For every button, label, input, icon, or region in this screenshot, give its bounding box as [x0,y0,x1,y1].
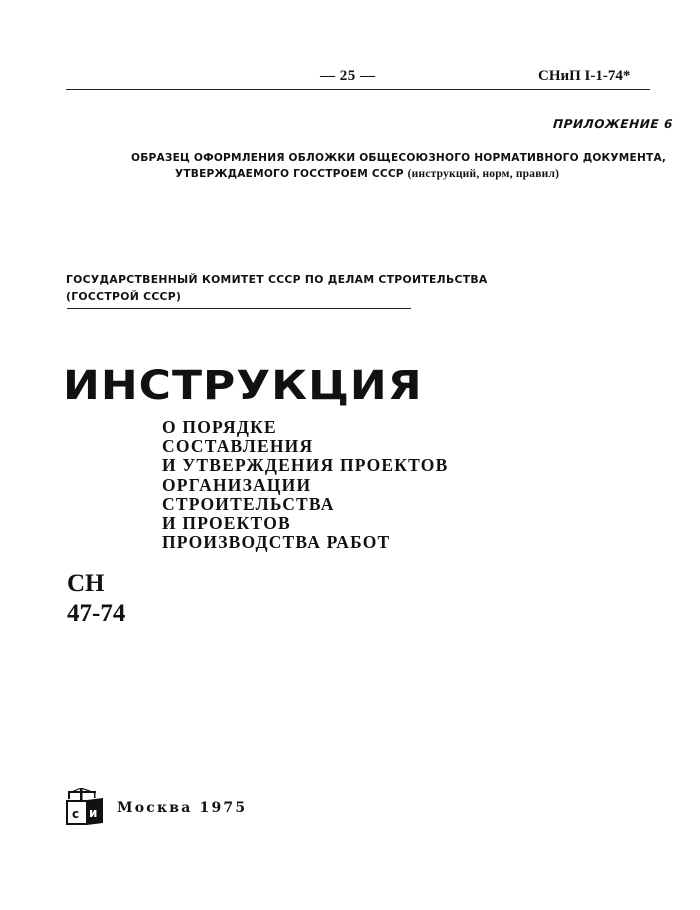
code-number: 47-74 [67,600,126,627]
appendix-label: ПРИЛОЖЕНИЕ 6 [552,117,674,131]
subtitle-line: ПРОИЗВОДСТВА РАБОТ [162,532,391,553]
subtitle-line: СОСТАВЛЕНИЯ [162,436,314,457]
header-divider [66,89,650,90]
svg-text:с: с [72,807,80,821]
subtitle-line: ОРГАНИЗАЦИИ [162,474,312,495]
cover-title: ИНСТРУКЦИЯ [63,362,423,409]
document-code: СНиП I-1-74* [538,68,631,84]
committee-divider [67,308,411,309]
committee-abbr: (ГОССТРОЙ СССР) [66,290,182,303]
subtitle-line: И ПРОЕКТОВ [162,513,291,534]
normative-code [67,569,125,629]
subtitle-line: СТРОИТЕЛЬСТВА [162,493,335,514]
committee-name: ГОСУДАРСТВЕННЫЙ КОМИТЕТ СССР ПО ДЕЛАМ СТРОИТЕЛЬСТВА [66,273,488,286]
svg-text:и: и [89,806,98,820]
subtitle-line: О ПОРЯДКЕ [162,417,277,437]
cover-subtitle [162,418,448,552]
stroyizdat-logo-icon [65,788,105,826]
page-number: — 25 — [320,68,376,84]
sample-title-line2 [175,168,559,180]
sample-title-note: (инструкций, норм, правил) [407,168,560,180]
subtitle-line: И УТВЕРЖДЕНИЯ ПРОЕКТОВ [162,455,449,476]
sample-title-main: УТВЕРЖДАЕМОГО ГОССТРОЕМ СССР [175,168,404,180]
sample-title-line1: ОБРАЗЕЦ ОФОРМЛЕНИЯ ОБЛОЖКИ ОБЩЕСОЮЗНОГО НОРМАТИВНОГО ДОКУМЕНТА, [131,152,667,164]
publisher-city-year: Москва 1975 [117,800,248,816]
code-prefix: СН [67,570,105,597]
